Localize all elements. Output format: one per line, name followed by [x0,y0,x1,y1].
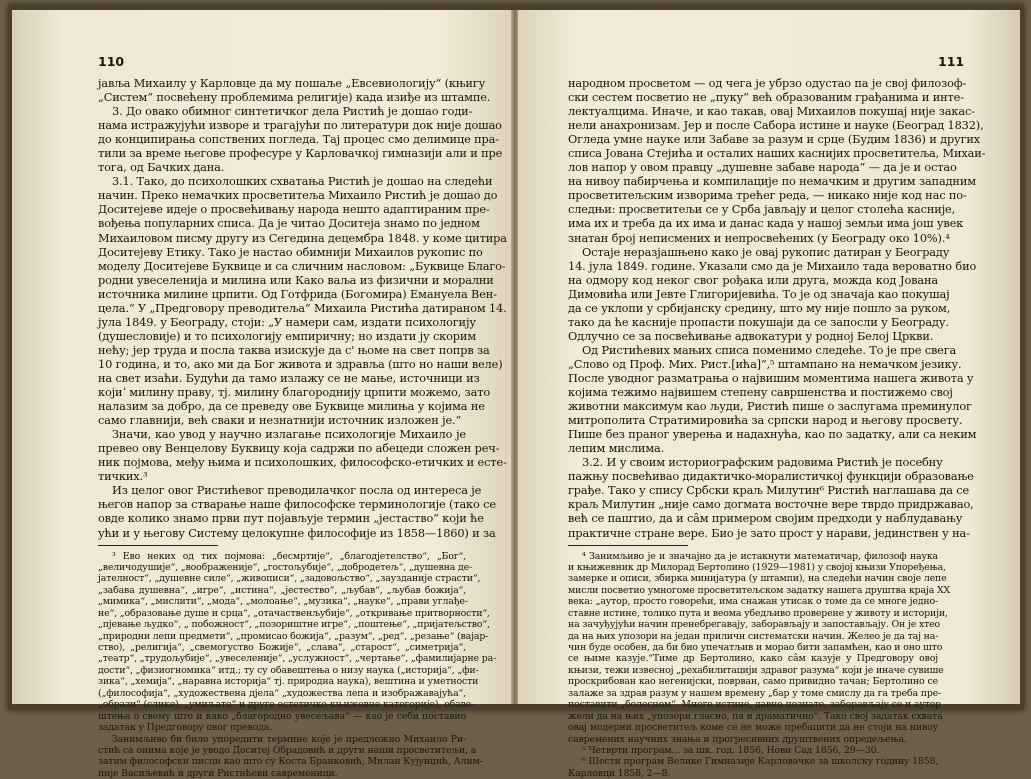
text-line: краљ Милутин „није само догмата восточне вере тврдо придржавао, [568,497,974,512]
text-line: Доситејеву Етику. Тако је настао обимнији Михаилов рукопис по [98,244,483,259]
footnote-line: ство), „религија“, „свемогуство Божије“, „слава“, „старост“, „симетрија“, [98,642,466,654]
text-line: тичких.³ [98,469,148,484]
footnote-rule-left [98,545,218,546]
footnote-line: „мимика“, „мислити“, „мода“, „молоање“, „музика“, „науке“, „прави углађе- [98,596,468,608]
footnote-line: („философија“, „художествена дјела“ „художества лепа и изображавајућа“, [98,687,466,699]
left-page-text [98,76,507,779]
text-line: има их и треба да их има и данас када у нашој земљи има још увек [568,216,964,231]
text-line: тако да ће касније пропасти покушаји да се запосли у Београду. [568,314,949,329]
left-page [12,10,512,779]
text-line: знатан број неписмених и непросвећених (у Београду око 10%).⁴ [568,230,950,245]
footnote-line: „пјевање људко“, „ побожност“, „позориштне игре“, „поштење“, „пријатељство“, [98,619,490,631]
text-line: просветитељским изворима трећег реда, — никако није код нас по- [568,188,967,203]
text-line: лов напор у овом правцу „душевне забаве народа“ — да је и остао [568,160,957,175]
text-line: начин. Преко немачких просветитеља Михаило Ристић је дошао до [98,188,498,203]
footnote-line: ⁴ Занимљиво је и значајно да је истакнути математичар, филозоф наука [582,550,938,562]
text-line: народном просветом — од чега је убрзо одустао па је свој филозоф- [568,76,967,90]
text-line: лектуалцима. Иначе, и као такав, овај Михаилов покушај није закас- [568,104,975,119]
text-line: тога, од Бачких дана. [98,160,225,175]
text-line: лепим мислима. [568,441,665,456]
text-line: јавља Михаилу у Карловце да му пошаље „Евсевиологију“ (књигу [98,76,486,90]
footnote-line: зика“, „хемија“, „наравна историја“ тј. природна наука), вештина и уметности [98,676,479,688]
text-line: нели анахронизам. Јер и после Сабора истине и науке (Београд 1832), [568,118,984,133]
footnote-line: ставне истине, толико пута и веома убедљиво проверене у животу и историји, [568,607,948,619]
footnote-rule-right [568,545,688,546]
text-line: ник појмова, међу њима и психолошких, философско-етичких и есте- [98,455,507,470]
book-spread [8,4,1024,779]
text-line: којима тежимо највишем степену савршенства и постижемо свој [568,385,953,400]
right-main-text [568,76,986,540]
text-line: Огледа умне науке или Забаве за разум и срце (Будим 1836) и других [568,132,981,147]
text-line: 14. јула 1849. године. Указали смо да је Михаило тада вероватно био [568,258,977,273]
text-line: само главнији, већ сваки и незнатнији источник изложен је.“ [98,413,462,428]
footnote-line: задатак у Предговору овог превода. [98,722,273,734]
text-line: списа Јована Стејића и осталих наших каснијих просветитеља, Михаи- [568,146,986,161]
text-line: на нивоу пабирчења и компилације по немачким и другим западним [568,174,976,189]
page-number-right: 111 [938,54,965,69]
text-line: цела.“ У „Предговору преводитеља“ Михаила Ристића датираном 14. [98,300,507,315]
left-footnotes [98,550,497,779]
footnote-line: „природни лепи предмети“, „промисао божија“, „разум“, „ред“, „резање“ (вајар- [98,630,489,642]
footnote-line: замерке и описи, збирка минијатура (у штампи), на следећи начин своје лепе [568,573,947,585]
text-line: (душесловије) и то психологију емпиричну; но издати ју скорим [98,328,477,343]
footnote-line: ³ Ево неких од тих појмова: „бесмртије“, „благодјетелство“, „Бог“, [112,550,466,562]
text-line: налазим за добро, да се преведу ове Буквице милиња у којима не [98,399,485,414]
text-line: После уводног разматрања о највишим моментима нашега живота у [568,370,974,385]
footnote-line: чин буде особен, да би био упечатљив и морао бити запамћен, као и оно што [568,642,943,654]
footnote-line: се њиме казује.“Тиме др Бертолино, како сâм казује у Предговору овој [568,653,938,665]
text-line: „Систем“ посвећену проблемима религије) када изиђе из штампе. [98,90,491,105]
right-page [518,10,1020,779]
footnote-line: поставити „болесном“. Многе истине, давно познате, заборављају се и аутор [568,699,942,711]
footnote-line: ⁶ Шести програм Велике Гимназије Карловачке за школску годину 1858, [582,756,939,768]
text-line: Из целог овог Ристићевог преводилачког посла од интереса је [112,483,482,498]
footnote-line: Карловци 1858, 2—8. [568,767,671,779]
footnote-line: савремених научних знања и прогресивних друштвених опредељења. [568,733,907,745]
footnote-line: на зачуђујући начин пренебрегавају, заборављају и запостављају. Он је хтео [568,619,941,631]
page-number-left: 110 [98,54,125,69]
footnote-line: „величодушије“, „воображеније“, „гостољубије“, „добродетељ“, „душевна де- [98,561,473,573]
text-line: Димовића или Јевте Глигоријевића. То је од значаја као покушај [568,286,950,301]
footnote-line: проскрибован као негенијски, поврван, само привидно тачан; Бертолино се [568,676,938,688]
text-line: Доситејеве идеје о просвећивању народа нешто адаптираним пре- [98,202,490,217]
text-line: грађе. Тако у спису Србски краљ Милутин⁶ Ристић наглашава да се [568,483,970,498]
footnote-line: овај модерни просветитељ коме се не може пребацити да не стоји на нивоу [568,722,938,734]
footnote-line: јателност“, „душевне силе“, „живописи“, „задовољство“, „заузданије страсти“, [98,573,481,585]
footnote-line: мисли посветио умногоме просветитељском задатку нашега друштва краја XX [568,584,951,596]
text-line: нећу; јер труда и посла таква изискује да с' њоме на свет попрв за [98,342,490,357]
text-line: животни максимум као људи, Ристић пише о заслугама преминулог [568,399,972,414]
text-line: тили за време његове професуре у Карловачкој гимназији али и пре [98,146,503,161]
text-line: 3. До овако обимног синтетичког дела Ристић је дошао годи- [112,104,473,119]
text-line: „Слово од Проф. Мих. Рист.[ића]“,⁵ штампано на немачком језику. [568,356,962,371]
text-line: Остаје неразјашњено како је овај рукопис датиран у Београду [582,244,950,259]
text-line: пажњу посвећивао дидактичко-моралистичкој функцији образовање [568,469,974,484]
footnote-line: залаже за здрав разум у нашем времену „бар у томе смислу да га треба пре- [568,687,942,699]
footnote-line: не“, „образовање душе и срца“, „отачаственљубије“, „откривање притворности“, [98,607,490,619]
text-line: на свет изаћи. Будући да тамо излажу се не мање, источници из [98,370,480,385]
footnote-line: и књижевник др Милорад Бертолино (1929—1981) у својој књизи Упоређења, [568,561,946,573]
text-line: да се уклопи у србијанску средину, што му није пошло за руком, [568,300,951,315]
footnote-line: Занимљиво би било упоредити термине које је предложио Михаило Ри- [112,733,466,745]
text-line: вођења популарних списа. Да је читао Доситеја знамо по једном [98,216,480,231]
footnote-line: да на њих упозори на један приличн систематски начин. Желео је да тај на- [568,630,939,642]
text-line: митрополита Стратимировића за српски народ и његову просвету. [568,413,963,428]
footnote-line: ⁵ Четврти програм... за шк. год. 1856, Нови Сад 1856, 29—30. [582,744,880,756]
right-footnotes [568,550,951,779]
text-line: следњи: просветитељи се у Срба јављају и целог столећа касније, [568,202,956,217]
footnote-line: дости“, „физиогномика“ итд.; ту су обавештења о низу наука („историја“, „фи- [98,664,479,676]
text-line: већ се паштио, да и сâм примером својим предходи у наблудавању [568,511,963,526]
text-line: Од Ристићевих мањих списа поменимо следеће. То је пре свега [582,342,957,357]
text-line: Одлучно се за посвећивање адвокатури у родној Белој Цркви. [568,328,934,343]
footnote-line: жели да на њих „упозори гласно, па и драматично“. Тако свој задатак схвата [568,710,943,722]
text-line: Михаиловом писму другу из Сегедина децембра 1848. у коме цитира [98,230,507,245]
right-page-text [568,76,986,779]
text-line: ући и у његову Систему целокупне философије из 1858—1860) и за [98,525,496,540]
text-line: 3.2. И у своим историографским радовима Ристић је посебну [582,455,943,470]
footnote-line: затим философски писци као што су Коста Бранковић, Милан Кујунџић, Алим- [98,756,483,768]
footnote-line: „театр“, „трудољубије“, „увеселеније“, „услужност“, „чертање“, „фамилијарне ра- [98,653,497,665]
footnote-line: „забава душевна“, „игре“, „истина“, „јестество“, „љубав“, „љубав божија“, [98,584,466,596]
footnote-line: књизи, тежи извесној „рехабилитацији здравог разума“ који је иначе сувише [568,664,944,676]
text-line: Значи, као увод у научно излагање психологије Михаило је [112,427,466,442]
text-line: источника милине црпити. Од Готфрида (Богомира) Емануела Вен- [98,286,497,301]
text-line: ски сестем посветио не „пуку“ већ образованим грађанима и инте- [568,90,964,105]
text-line: родни увеселенија и милина или Како ваља из физични и морални [98,272,494,287]
text-line: нама истражујући изворе и трагајући по литератури док није дошао [98,118,502,133]
text-line: на одмору код неког свог рођака или друга, можда код Јована [568,272,938,287]
footnote-line: века: „аутор, просто говорећи, има снажан утисак о томе да се многе једно- [568,596,938,608]
text-line: којиʼ милину праву, тј. милину благородниjу црпити можемо, зато [98,385,491,400]
left-main-text [98,76,507,540]
text-line: практичне стране вере. Био је зато прост у нарави, јединствен у на- [568,525,970,540]
text-line: моделу Доситејеве Буквице и са сличним насловом: „Буквице Благо- [98,258,506,273]
text-line: превео ову Венцелову Буквицу која садржи по абецеди сложен реч- [98,441,500,456]
text-line: овде колико знамо први пут појављује термин „јестаство“ који ће [98,511,484,526]
text-line: 10 година, и то, ако ми да Бог живота и здравља (што но наши веле) [98,356,503,371]
footnote-line: „образи“ (слике), „умиљато“ и друге естетичко-књижевне категорије), обаве- [98,699,475,711]
text-line: 3.1. Тако, до психолошких схватања Ристић је дошао на следећи [112,174,493,189]
footnote-line: пије Васиљевић и други Ристићеви савременици. [98,767,338,779]
footnote-line: стић са онима које је уводо Доситеј Обрадовић и други наши просветитељи, а [98,744,477,756]
text-line: до конципирања сопствених погледа. Тај процес смо делимице пра- [98,132,499,147]
footnote-line: штења о свему што и како „благородно увесељава“ — као је себи поставио [98,710,466,722]
text-line: његов напор за стварање наше философске терминологије (тако се [98,497,496,512]
text-line: јула 1849. у Београду, стоји: „У намери сам, издати психологију [98,314,476,329]
text-line: Пише без праног уверења и надахнућа, као по задатку, али са неким [568,427,977,442]
